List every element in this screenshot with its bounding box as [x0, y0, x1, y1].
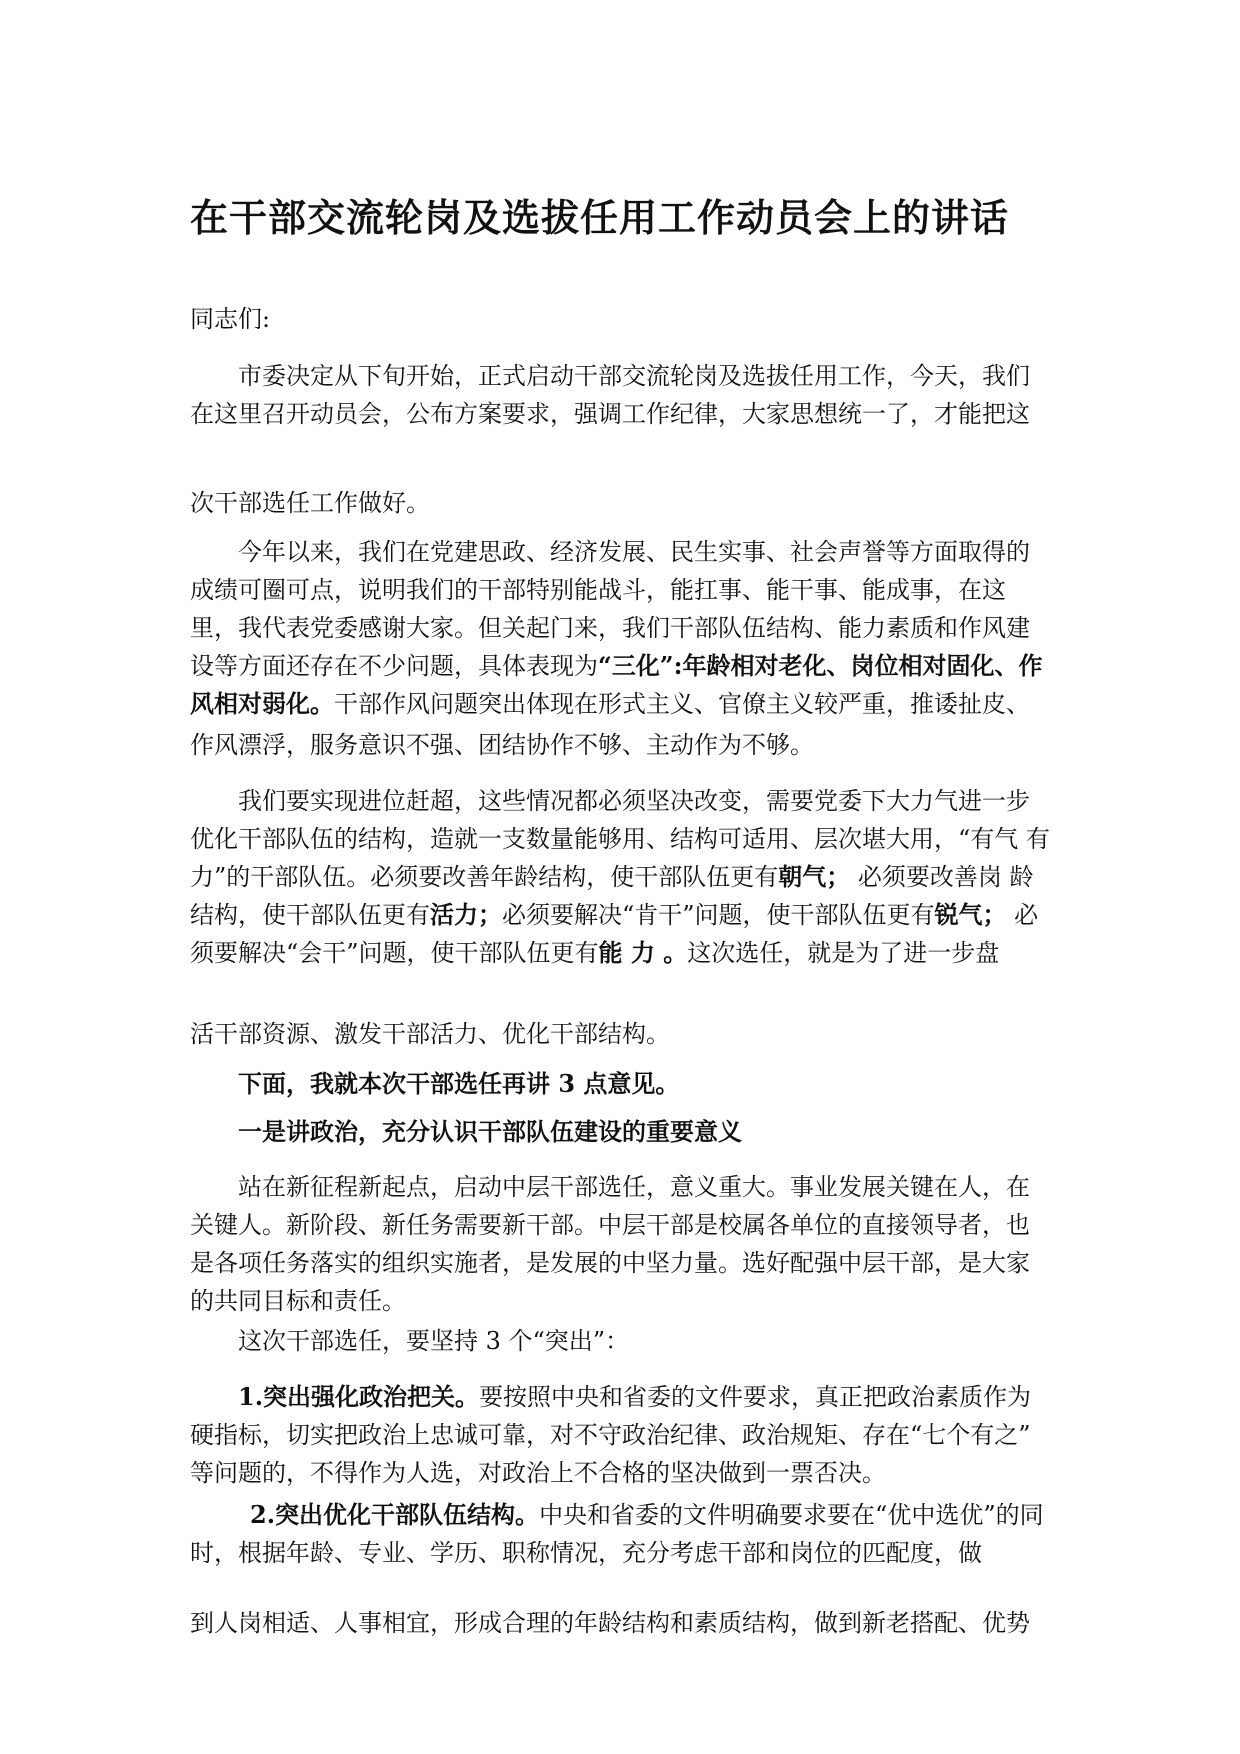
list-item-2-heading: 2.突出优化干部队伍结构。 — [250, 1500, 540, 1529]
three-issues-emphasis: “三化”:年龄相对老化、岗位相对固化、作风相对弱化。 — [190, 651, 1043, 718]
paragraph-3-text-c: 必须要改善岗 龄结构，使干部队伍更有 — [190, 863, 1034, 929]
emphasis-ruiqi: 锐气； — [934, 900, 1007, 929]
paragraph-1: 市委决定从下旬开始，正式启动干部交流轮岗及选拔任用工作，今天，我们 在这里召开动员会，公布方案要求，强调工作纪律，大家思想统一了，才能把这 — [190, 362, 1030, 428]
emphasis-zhaoqi: 朝气； — [778, 862, 851, 891]
list-item-2-tail: 到人岗相适、人事相宜，形成合理的年龄结构和素质结构，做到新老搭配、优势 — [190, 1609, 1030, 1637]
list-item-2-body: 中央和省委的文件明确要求要在“优中选优”的同时，根据年龄、专业、学历、职称情况，充分考虑干部和岗位的匹配度，做 — [190, 1501, 1044, 1567]
greeting: 同志们: — [190, 305, 271, 333]
document-title: 在干部交流轮岗及选拔任用工作动员会上的讲话 — [190, 196, 1010, 240]
emphasis-nengli: 能 力 。 — [598, 938, 688, 967]
paragraph-5: 这次干部选任，要坚持 3 个“突出”： — [238, 1327, 630, 1355]
list-item-1-heading: 1.突出强化政治把关。 — [238, 1382, 480, 1411]
paragraph-1-tail: 次干部选任工作做好。 — [190, 489, 430, 517]
section-intro-heading: 下面，我就本次干部选任再讲 3 点意见。 — [238, 1069, 680, 1098]
paragraph-3-text-g: 必须要解决“会干”问题，使干部队伍更有 — [190, 901, 1039, 967]
list-item-2 — [190, 1496, 1050, 1572]
emphasis-huoli: 活力； — [430, 900, 502, 929]
list-item-1 — [190, 1378, 1050, 1492]
paragraph-2-text-c: 干部作风问题突出体现在形式主义、官僚主义较严重，推诿扯皮、 — [334, 690, 1030, 718]
paragraph-3-text-i: 这次选任，就是为了进一步盘 — [687, 939, 1000, 967]
paragraph-3-text-e: 必须要解决“肯干”问题，使干部队伍更有 — [502, 901, 935, 929]
list-item-1-body: 要按照中央和省委的文件要求，真正把政治素质作为硬指标，切实把政治上忠诚可靠，对不守政治纪律、政治规矩、存在“七个有之” 等问题的，不得作为人选，对政治上不合格的坚决做到一票否决。 — [190, 1383, 1032, 1487]
paragraph-4: 站在新征程新起点，启动中层干部选任，意义重大。事业发展关键在人，在 关键人。新阶段、新任务需要新干部。中层干部是校属各单位的直接领导者，也 是各项任务落实的组织实施者，是发展的中坚力量。选好配强中层干部，是大家 的共同目标和责任。 — [190, 1173, 1030, 1315]
section-heading-politics: 一是讲政治，充分认识干部队伍建设的重要意义 — [238, 1117, 742, 1146]
paragraph-2 — [190, 533, 1050, 723]
paragraph-2-tail: 作风漂浮，服务意识不强、团结协作不够、主动作为不够。 — [190, 731, 814, 759]
paragraph-3-tail: 活干部资源、激发干部活力、优化干部结构。 — [190, 1020, 670, 1048]
paragraph-3 — [190, 782, 1050, 972]
paragraph-3-text-a: 我们要实现进位赶超，这些情况都必须坚决改变，需要党委下大力气进一步 优化干部队伍的结构，造就一支数量能够用、结构可适用、层次堪大用，“有气 有力”的干部队伍。必须要改善年龄结构，使干部队伍更有 — [190, 787, 1050, 891]
paragraph-2-text-a: 今年以来，我们在党建思政、经济发展、民生实事、社会声誉等方面取得的成绩可圈可点，说明我们的干部特别能战斗，能扛事、能干事、能成事，在这里，我代表党委感谢大家。但关起门来，我们干部队伍结构、能力素质和作风建设等方面还存在不少问题，具体表现为 — [190, 538, 1030, 680]
